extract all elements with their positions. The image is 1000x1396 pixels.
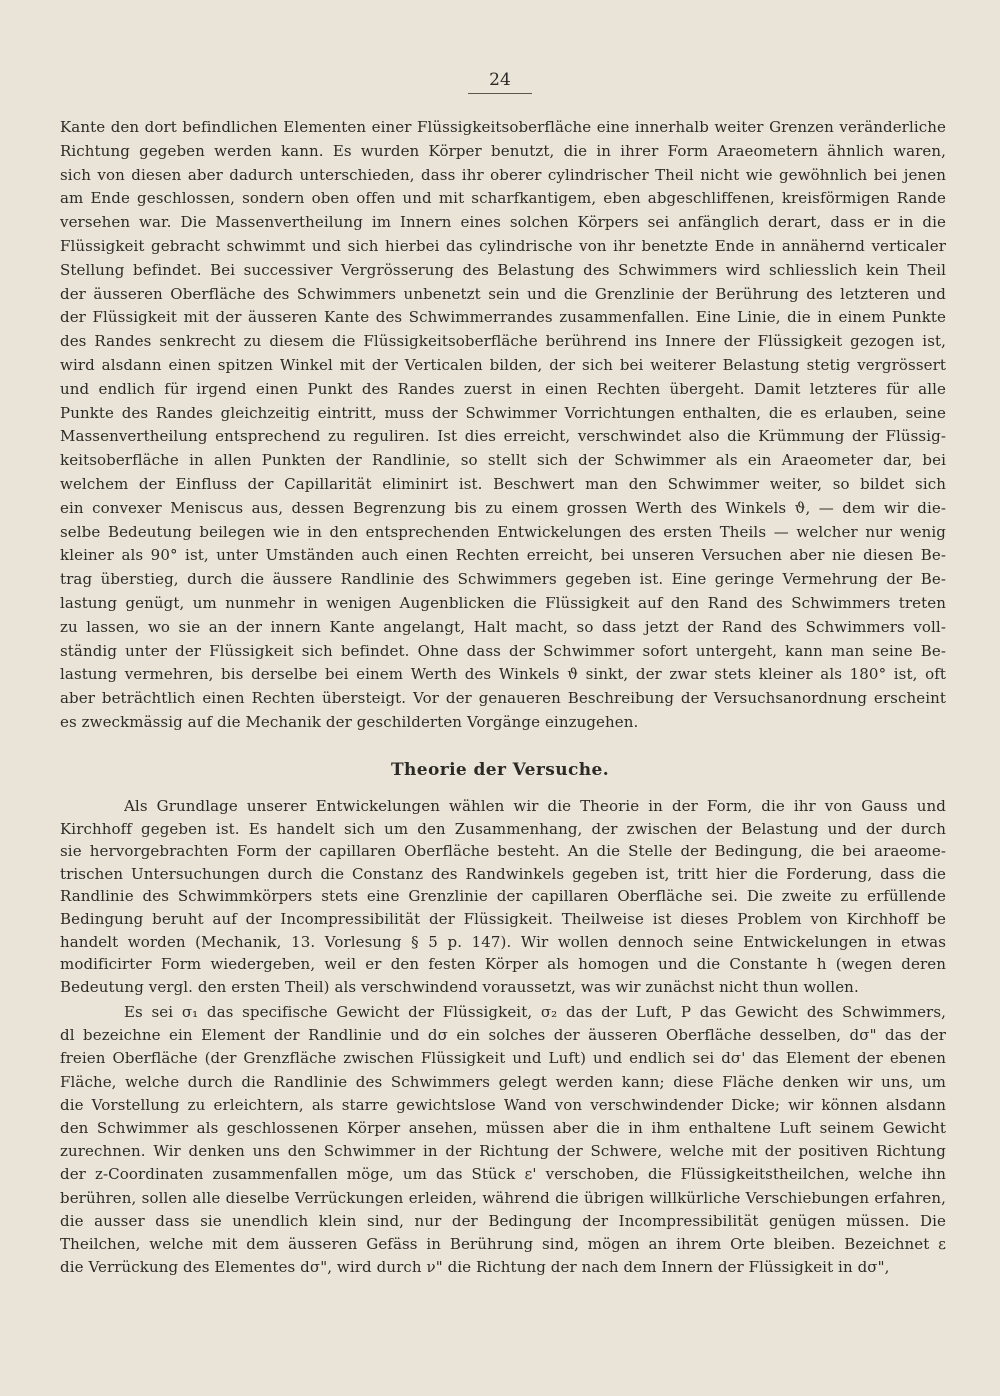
text-line: zurechnen. Wir denken uns den Schwimmer in der Richtung der Schwere, welche mit der positiven Richtung [60, 1142, 946, 1161]
text-line: Bedingung beruht auf der Incompressibilität der Flüssigkeit. Theilweise ist dieses Problem von Kirchhoff be [60, 910, 946, 928]
text-line: die Vorstellung zu erleichtern, als starre gewichtslose Wand von verschwindender Dicke; wir können alsdann [60, 1095, 946, 1114]
text-line: Punkte des Randes gleichzeitig eintritt, muss der Schwimmer Vorrichtungen enthalten, die es erlauben, seine [60, 403, 946, 422]
text-line: Kante den dort befindlichen Elementen einer Flüssigkeitsoberfläche eine innerhalb weiter Grenzen veränderliche [60, 118, 946, 136]
text-line: des Randes senkrecht zu diesem die Flüssigkeitsoberfläche berührend ins Innere der Flüssigkeit gezogen ist, [60, 332, 946, 351]
text-line: Fläche, welche durch die Randlinie des Schwimmers gelegt werden kann; diese Fläche denken wir uns, um [60, 1072, 946, 1091]
text-line: modificirter Form wiedergeben, weil er den festen Körper als homogen und die Constante h (wegen deren [60, 955, 946, 974]
text-line: freien Oberfläche (der Grenzfläche zwischen Flüssigkeit und Luft) und endlich sei dσ' das Element der ebenen [60, 1049, 946, 1068]
text-line: es zweckmässig auf die Mechanik der geschilderten Vorgänge einzugehen. [60, 713, 639, 731]
text-line: sie hervorgebrachten Form der capillaren Oberfläche besteht. An die Stelle der Bedingung, die bei araeome- [60, 842, 946, 861]
text-line: lastung vermehren, bis derselbe bei einem Werth des Winkels ϑ sinkt, der zwar stets kleiner als 180° ist, oft [60, 665, 946, 684]
text-line: ständig unter der Flüssigkeit sich befindet. Ohne dass der Schwimmer sofort untergeht, kann man seine Be- [60, 641, 946, 660]
text-line: Als Grundlage unserer Entwickelungen wählen wir die Theorie in der Form, die ihr von Gauss und [124, 797, 946, 815]
text-line: Theilchen, welche mit dem äusseren Gefäss in Berührung sind, mögen an ihrem Orte bleiben. Bezeichnet ε [60, 1235, 946, 1253]
text-line: berühren, sollen alle dieselbe Verrückungen erleiden, während die übrigen willkürliche Verschiebungen erfahren, [60, 1188, 946, 1207]
text-line: aber beträchtlich einen Rechten übersteigt. Vor der genaueren Beschreibung der Versuchsanordnung erscheint [60, 689, 946, 708]
text-line: dl bezeichne ein Element der Randlinie und dσ ein solches der äusseren Oberfläche desselben, dσ" das der [60, 1026, 946, 1045]
text-line: trischen Untersuchungen durch die Constanz des Randwinkels gegeben ist, tritt hier die Forderung, dass die [60, 864, 946, 883]
text-line: der z-Coordinaten zusammenfallen möge, um das Stück ε' verschoben, die Flüssigkeitstheilchen, welche ihn [60, 1165, 946, 1184]
text-line: den Schwimmer als geschlossenen Körper ansehen, müssen aber die in ihm enthaltene Luft seinem Gewicht [60, 1119, 946, 1137]
text-line: lastung genügt, um nunmehr in wenigen Augenblicken die Flüssigkeit auf den Rand des Schwimmers treten [60, 594, 946, 612]
text-line: Randlinie des Schwimmkörpers stets eine Grenzlinie der capillaren Oberfläche sei. Die zweite zu erfüllende [60, 887, 946, 906]
text-line: die ausser dass sie unendlich klein sind, nur der Bedingung der Incompressibilität genügen müssen. Die [60, 1211, 946, 1230]
text-line: Stellung befindet. Bei successiver Vergrösserung des Belastung des Schwimmers wird schliesslich kein Theil [60, 260, 946, 279]
text-line: keitsoberfläche in allen Punkten der Randlinie, so stellt sich der Schwimmer als ein Araeometer dar, bei [60, 451, 946, 470]
text-line: selbe Bedeutung beilegen wie in den entsprechenden Entwickelungen des ersten Theils — welcher nur wenig [60, 522, 946, 541]
text-line: zu lassen, wo sie an der innern Kante angelangt, Halt macht, so dass jetzt der Rand des Schwimmers voll- [60, 617, 946, 636]
text-line: trag überstieg, durch die äussere Randlinie des Schwimmers gegeben ist. Eine geringe Vermehrung der Be- [60, 570, 946, 589]
page-number-rule [468, 93, 532, 94]
text-line: Massenvertheilung entsprechend zu reguliren. Ist dies erreicht, verschwindet also die Krümmung der Flüssig- [60, 427, 946, 446]
text-line: handelt worden (Mechanik, 13. Vorlesung § 5 p. 147). Wir wollen dennoch seine Entwickelungen in etwas [60, 932, 946, 951]
text-line: am Ende geschlossen, sondern oben offen und mit scharfkantigem, eben abgeschliffenen, kreisförmigen Rande [60, 189, 946, 208]
text-line: Richtung gegeben werden kann. Es wurden Körper benutzt, die in ihrer Form Araeometern ähnlich waren, [60, 141, 946, 160]
text-line: die Verrückung des Elementes dσ", wird durch ν" die Richtung der nach dem Innern der Flüssigkeit in dσ", [60, 1258, 890, 1277]
text-line: Es sei σ₁ das specifische Gewicht der Flüssigkeit, σ₂ das der Luft, P das Gewicht des Schwimmers, [124, 1003, 946, 1021]
text-line: wird alsdann einen spitzen Winkel mit der Verticalen bilden, der sich bei weiterer Belastung stetig vergrössert [60, 356, 946, 374]
text-line: der äusseren Oberfläche des Schwimmers unbenetzt sein und die Grenzlinie der Berührung des letzteren und [60, 284, 946, 303]
text-line: Kirchhoff gegeben ist. Es handelt sich um den Zusammenhang, der zwischen der Belastung und der durch [60, 819, 946, 838]
text-line: Flüssigkeit gebracht schwimmt und sich hierbei das cylindrische von ihr benetzte Ende in annähernd verticaler [60, 237, 946, 255]
text-line: ein convexer Meniscus aus, dessen Begrenzung bis zu einem grossen Werth des Winkels ϑ, — dem wir die- [60, 498, 946, 517]
text-line: sich von diesen aber dadurch unterschieden, dass ihr oberer cylindrischer Theil nicht wie gewöhnlich bei jenen [60, 165, 946, 184]
text-line: versehen war. Die Massenvertheilung im Innern eines solchen Körpers sei anfänglich derart, dass er in die [60, 213, 946, 232]
text-line: und endlich für irgend einen Punkt des Randes zuerst in einen Rechten übergeht. Damit letzteres für alle [60, 379, 946, 398]
text-line: der Flüssigkeit mit der äusseren Kante des Schwimmerrandes zusammenfallen. Eine Linie, die in einem Punkte [60, 308, 946, 327]
text-line: welchem der Einfluss der Capillarität eliminirt ist. Beschwert man den Schwimmer weiter, so bildet sich [60, 475, 946, 493]
text-line: Bedeutung vergl. den ersten Theil) als verschwindend voraussetzt, was wir zunächst nicht thun wollen. [60, 977, 859, 996]
section-heading: Theorie der Versuche. [390, 760, 610, 780]
text-line: kleiner als 90° ist, unter Umständen auch einen Rechten erreicht, bei unseren Versuchen aber nie diesen Be- [60, 546, 946, 565]
page-number: 24 [489, 70, 511, 90]
